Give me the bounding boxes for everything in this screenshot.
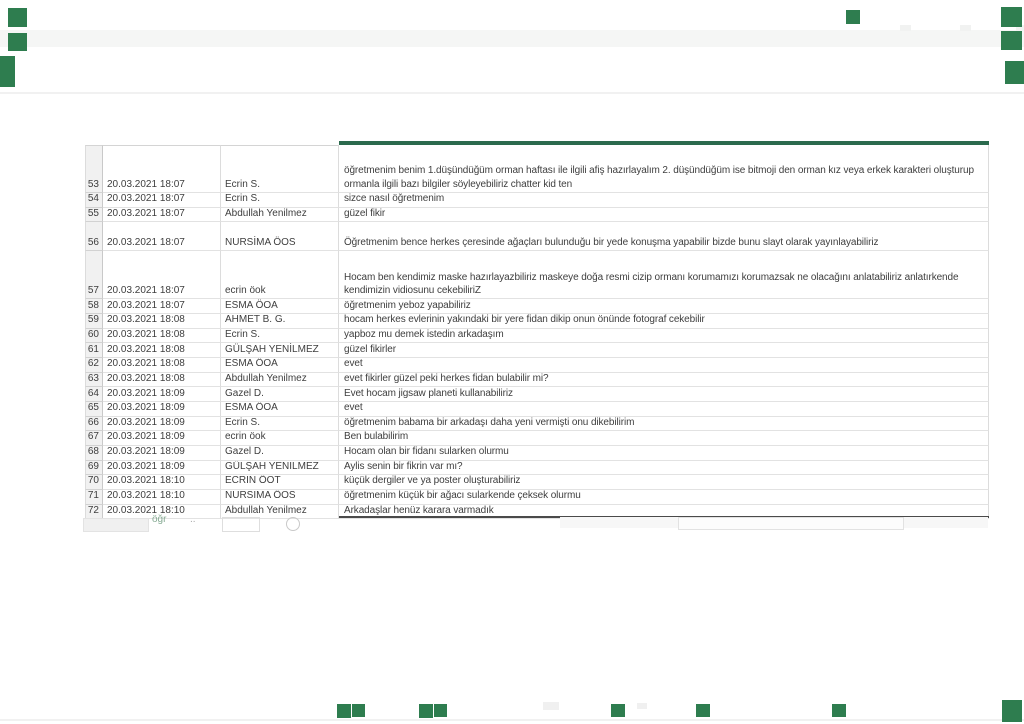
- date-cell[interactable]: 20.03.2021 18:09: [103, 387, 221, 402]
- table-row: [85, 417, 989, 432]
- date-cell[interactable]: 20.03.2021 18:08: [103, 373, 221, 388]
- name-cell[interactable]: NURSİMA ÖOS: [221, 490, 339, 505]
- date-cell[interactable]: 20.03.2021 18:07: [103, 193, 221, 208]
- sheet-tab[interactable]: [83, 518, 149, 532]
- row-number-cell[interactable]: 61: [85, 343, 103, 358]
- green-marker: [352, 704, 365, 717]
- date-cell[interactable]: 20.03.2021 18:10: [103, 475, 221, 490]
- name-cell[interactable]: ecrin öok: [221, 251, 339, 299]
- message-cell[interactable]: [339, 373, 989, 388]
- row-number-cell[interactable]: 67: [85, 431, 103, 446]
- sheet-tab[interactable]: [222, 517, 260, 532]
- message-line: yapboz mu demek istedin arkadaşım: [344, 328, 504, 340]
- name-cell[interactable]: Ecrin S.: [221, 417, 339, 432]
- date-cell[interactable]: 20.03.2021 18:07: [103, 208, 221, 223]
- name-cell[interactable]: ESMA ÖOA: [221, 402, 339, 417]
- row-number-cell[interactable]: 54: [85, 193, 103, 208]
- date-cell[interactable]: 20.03.2021 18:09: [103, 402, 221, 417]
- message-cell[interactable]: [339, 461, 989, 476]
- message-line: Hocam olan bir fidanı sularken olurmu: [344, 446, 509, 458]
- row-number-cell[interactable]: 68: [85, 446, 103, 461]
- row-number-cell[interactable]: 53: [85, 145, 103, 193]
- message-cell[interactable]: [339, 329, 989, 344]
- row-number-cell[interactable]: 55: [85, 208, 103, 223]
- message-cell[interactable]: [339, 222, 989, 251]
- date-cell[interactable]: 20.03.2021 18:09: [103, 417, 221, 432]
- message-line: öğretmenim yeboz yapabiliriz: [344, 299, 471, 311]
- ghost-toolbar-band: [0, 30, 1024, 47]
- row-number-cell[interactable]: 72: [85, 505, 103, 520]
- green-marker: [337, 704, 351, 718]
- table-row: [85, 475, 989, 490]
- ghost-toolbar-notch: [960, 25, 971, 31]
- green-marker: [611, 704, 625, 717]
- table-row: [85, 446, 989, 461]
- table-row: [85, 461, 989, 476]
- table-row: [85, 490, 989, 505]
- message-line: Evet hocam jigsaw planeti kullanabiliriz: [344, 387, 513, 399]
- message-line: Ben bulabilirim: [344, 431, 409, 443]
- message-line: öğretmenim benim 1.düşündüğüm orman haftası ile ilgili afiş hazırlayalım 2. düşündüğüm ise bitmoji den orman kız veya erkek karakteri oluşturup: [344, 165, 974, 177]
- message-line: Hocam ben kendimiz maske hazırlayazbiliriz maskeye doğa resmi cizip ormanı korumamızı korumazsak ne olacağını anlatabiliriz anlatırkende: [344, 271, 959, 283]
- message-cell[interactable]: [339, 299, 989, 314]
- message-cell[interactable]: [339, 446, 989, 461]
- row-number-cell[interactable]: 63: [85, 373, 103, 388]
- ghost-statusbar-text: [543, 702, 559, 710]
- green-marker: [0, 56, 15, 87]
- name-cell[interactable]: Ecrin S.: [221, 145, 339, 193]
- message-line: güzel fikirler: [344, 343, 396, 355]
- message-cell[interactable]: [339, 490, 989, 505]
- row-number-cell[interactable]: 57: [85, 251, 103, 299]
- message-cell[interactable]: [339, 358, 989, 373]
- message-line: hocam herkes evlerinin yakındaki bir yere fidan dikip onun önünde fotograf cekebilir: [344, 314, 705, 326]
- table-row: [85, 222, 989, 251]
- date-cell[interactable]: 20.03.2021 18:07: [103, 222, 221, 251]
- date-cell[interactable]: 20.03.2021 18:07: [103, 145, 221, 193]
- name-cell[interactable]: Gazel D.: [221, 446, 339, 461]
- message-line: kendimizin vidiosunu cekebiliriZ: [344, 284, 481, 296]
- table-rows: [85, 145, 989, 519]
- message-cell[interactable]: [339, 417, 989, 432]
- ghost-statusbar-text: [637, 703, 647, 709]
- name-cell[interactable]: NURSİMA ÖOS: [221, 222, 339, 251]
- table-row: [85, 402, 989, 417]
- ghost-statusbar-line: [0, 719, 1024, 721]
- name-cell[interactable]: ECRİN ÖOT: [221, 475, 339, 490]
- name-cell[interactable]: Gazel D.: [221, 387, 339, 402]
- message-line: öğretmenim babama bir arkadaşı daha yeni vermişti onu dikebilirim: [344, 416, 635, 428]
- table-row: [85, 193, 989, 208]
- green-marker: [832, 704, 846, 717]
- table-row: [85, 208, 989, 223]
- name-cell[interactable]: ESMA ÖOA: [221, 358, 339, 373]
- row-number-cell[interactable]: 64: [85, 387, 103, 402]
- green-marker: [8, 8, 27, 27]
- row-number-cell[interactable]: 66: [85, 417, 103, 432]
- message-cell[interactable]: [339, 314, 989, 329]
- date-cell[interactable]: 20.03.2021 18:08: [103, 343, 221, 358]
- date-cell[interactable]: 20.03.2021 18:09: [103, 431, 221, 446]
- name-cell[interactable]: ESMA ÖOA: [221, 299, 339, 314]
- table-row: [85, 329, 989, 344]
- table-row: [85, 358, 989, 373]
- message-cell[interactable]: [339, 251, 989, 299]
- date-cell[interactable]: 20.03.2021 18:07: [103, 299, 221, 314]
- message-cell[interactable]: [339, 145, 989, 193]
- table-row: [85, 387, 989, 402]
- green-marker: [419, 704, 433, 718]
- message-cell[interactable]: [339, 431, 989, 446]
- sheet-tab-overflow-dots: ..: [190, 514, 196, 525]
- message-line: küçük dergiler ve ya poster oluşturabiliriz: [344, 475, 521, 487]
- row-number-cell[interactable]: 69: [85, 461, 103, 476]
- message-cell[interactable]: [339, 475, 989, 490]
- table-row: [85, 251, 989, 299]
- green-marker: [696, 704, 710, 717]
- message-line: evet: [344, 402, 363, 414]
- message-cell[interactable]: [339, 402, 989, 417]
- row-number-cell[interactable]: 58: [85, 299, 103, 314]
- green-marker: [8, 33, 27, 51]
- ghost-toolbar-notch: [900, 25, 911, 31]
- green-marker: [1001, 7, 1022, 27]
- add-sheet-icon[interactable]: [286, 517, 300, 531]
- table-row: [85, 343, 989, 358]
- name-cell[interactable]: Abdullah Yenilmez: [221, 505, 339, 520]
- message-line: evet fikirler güzel peki herkes fidan bulabilir mi?: [344, 372, 549, 384]
- row-number-cell[interactable]: 70: [85, 475, 103, 490]
- name-cell[interactable]: AHMET B. G.: [221, 314, 339, 329]
- row-number-cell[interactable]: 65: [85, 402, 103, 417]
- tab-scrollbar-thumb[interactable]: [678, 517, 904, 530]
- date-cell[interactable]: 20.03.2021 18:09: [103, 446, 221, 461]
- date-cell[interactable]: 20.03.2021 18:10: [103, 490, 221, 505]
- name-cell[interactable]: GÜLŞAH YENİLMEZ: [221, 461, 339, 476]
- table-row: [85, 145, 989, 193]
- message-line: evet: [344, 358, 363, 370]
- name-cell[interactable]: Abdullah Yenilmez: [221, 208, 339, 223]
- name-cell[interactable]: GÜLŞAH YENİLMEZ: [221, 343, 339, 358]
- message-cell[interactable]: [339, 208, 989, 223]
- sheet-tab-label[interactable]: öğr: [152, 514, 167, 525]
- message-cell[interactable]: [339, 193, 989, 208]
- name-cell[interactable]: Ecrin S.: [221, 193, 339, 208]
- row-number-cell[interactable]: 56: [85, 222, 103, 251]
- row-number-cell[interactable]: 71: [85, 490, 103, 505]
- date-cell[interactable]: 20.03.2021 18:08: [103, 314, 221, 329]
- name-cell[interactable]: ecrin öok: [221, 431, 339, 446]
- message-line: öğretmenim küçük bir ağacı sularkende çeksek olurmu: [344, 490, 581, 502]
- green-marker: [434, 704, 447, 717]
- date-cell[interactable]: 20.03.2021 18:08: [103, 329, 221, 344]
- date-cell[interactable]: 20.03.2021 18:09: [103, 461, 221, 476]
- name-cell[interactable]: Abdullah Yenilmez: [221, 373, 339, 388]
- green-marker: [1002, 700, 1022, 722]
- row-number-cell[interactable]: 60: [85, 329, 103, 344]
- message-line: Öğretmenim bence herkes çeresinde ağaçları bulunduğu bir yede konuşma yapabilir bizde bunu slayt olarak yayınlayabiliriz: [344, 236, 879, 248]
- table-row: [85, 314, 989, 329]
- row-number-cell[interactable]: 59: [85, 314, 103, 329]
- message-line: sizce nasıl öğretmenim: [344, 193, 445, 205]
- row-number-cell[interactable]: 62: [85, 358, 103, 373]
- message-cell[interactable]: [339, 387, 989, 402]
- green-marker: [1005, 61, 1024, 84]
- table-row: [85, 373, 989, 388]
- green-marker: [846, 10, 860, 24]
- date-cell[interactable]: 20.03.2021 18:07: [103, 251, 221, 299]
- green-marker: [1001, 31, 1022, 50]
- message-cell[interactable]: [339, 343, 989, 358]
- table-row: [85, 431, 989, 446]
- date-cell[interactable]: 20.03.2021 18:08: [103, 358, 221, 373]
- message-line: güzel fikir: [344, 207, 386, 219]
- date-cell[interactable]: 20.03.2021 18:10: [103, 505, 221, 520]
- ghost-ribbon-divider: [0, 92, 1024, 94]
- name-cell[interactable]: Ecrin S.: [221, 329, 339, 344]
- table-row: [85, 299, 989, 314]
- message-line: Aylis senin bir fikrin var mı?: [344, 460, 463, 472]
- message-line: Arkadaşlar henüz karara varmadık: [344, 504, 494, 516]
- message-line: ormanla ilgili bazı bilgiler söyleyebiliriz chatter kid ten: [344, 178, 573, 190]
